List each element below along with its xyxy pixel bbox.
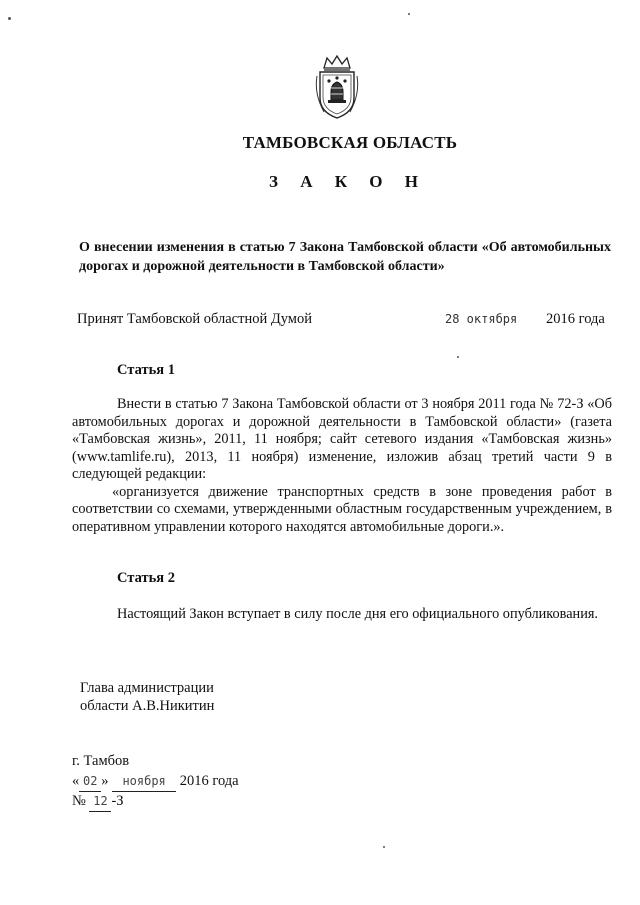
article-1-heading: Статья 1 [117,362,175,378]
issue-number [72,792,239,812]
article-1-body [72,396,612,536]
article-2-body [72,606,612,624]
adoption-line [77,311,611,331]
scan-speck [457,356,459,358]
law-subject: О внесении изменения в статью 7 Закона Тамбовской области «Об автомобильных дорогах и дорожной деятельности в Тамбовской области» [79,240,611,274]
issue-day-handwritten: 02 [79,772,101,792]
scan-speck [8,17,11,20]
issue-city: г. Тамбов [72,753,130,769]
article-2-paragraph: Настоящий Закон вступает в силу после дня его официального опубликования. [117,606,598,622]
issue-date [72,772,239,792]
issue-number-suffix: -З [111,793,124,809]
document-type-title: З А К О Н [268,172,428,191]
issue-number-prefix: № [72,793,86,809]
tambov-coat-of-arms-icon [312,54,362,120]
scan-speck [383,846,385,848]
adoption-year: 2016 года [546,311,605,327]
article-1-paragraph: Внести в статью 7 Закона Тамбовской области от 3 ноября 2011 года № 72-З «Об автомобильных дорогах и дорожной деятельности в Тамбовской области» (газета «Тамбовская жизнь», 2011, 11 ноября; сайт сетевого издания «Тамбовская жизнь» (www.tamlife.ru), 2013, 11 ноября) изменение, изложив абзац третий части 9 в следующей редакции: [72,396,612,482]
adoption-date-handwritten: 28 октября [445,312,518,326]
article-1-quote: «организуется движение транспортных средств в зоне проведения работ в соответствии со схемами, утвержденными областным государственным учреждением, в оперативном управлении которого находятся автомобильные дороги.». [72,483,612,535]
scan-speck [408,13,410,15]
issue-date-close-quote: » [101,773,109,789]
issue-date-open-quote: « [72,773,80,789]
issue-month-handwritten: ноября [112,772,176,792]
signatory-title: Глава администрации [80,680,214,696]
issue-details [72,752,239,812]
article-2-heading: Статья 2 [117,570,175,586]
region-title: ТАМБОВСКАЯ ОБЛАСТЬ [242,133,458,152]
adoption-label: Принят Тамбовской областной Думой [77,311,312,327]
issue-number-handwritten: 12 [89,792,111,812]
signatory-name: области А.В.Никитин [80,698,215,714]
signature-block [80,679,214,715]
issue-year: 2016 года [179,773,239,789]
